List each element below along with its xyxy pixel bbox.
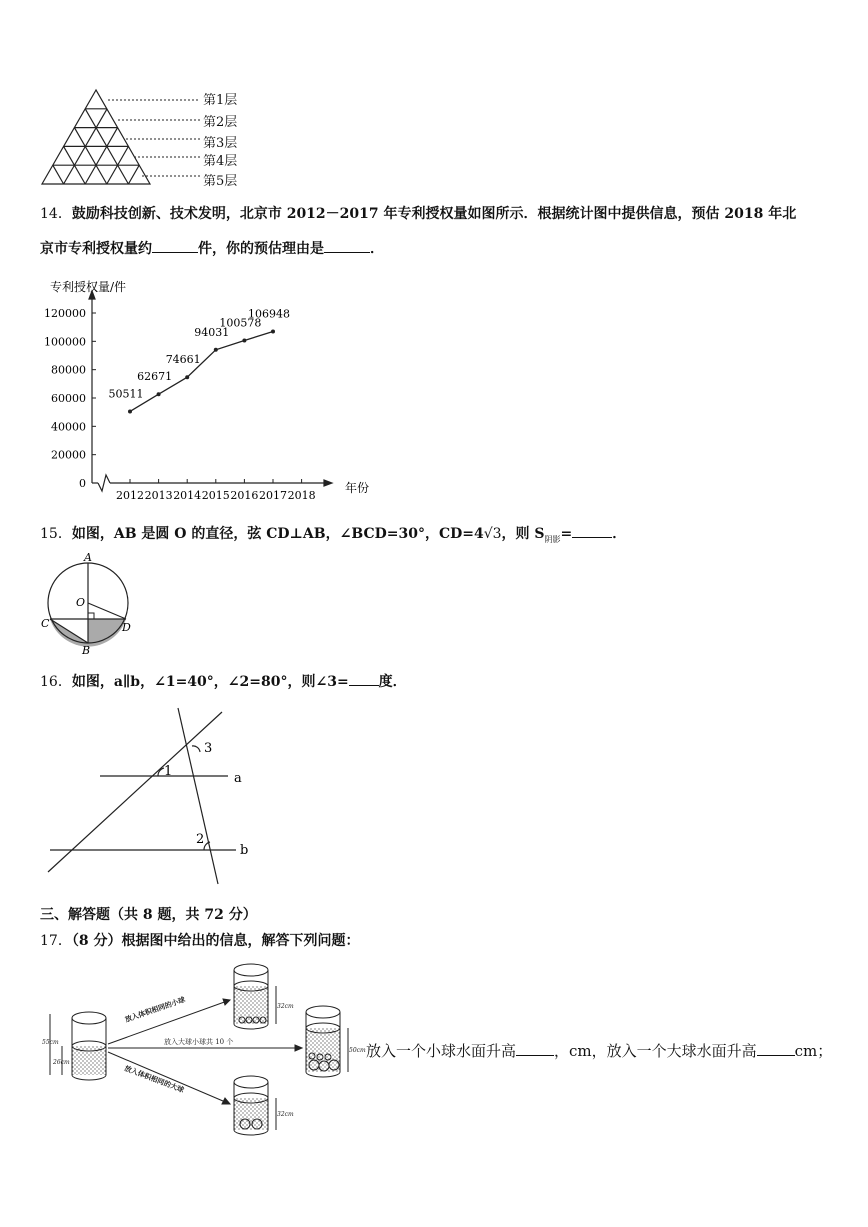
- chart-ytick-label: 20000: [51, 448, 86, 462]
- q15-text-b: ，则 S: [501, 526, 545, 542]
- q15-blank[interactable]: [572, 523, 612, 538]
- chart-point: [214, 348, 218, 352]
- q17-number: 17．: [40, 933, 72, 949]
- height-50: 50cm: [349, 1047, 366, 1054]
- q15-number: 15．: [40, 526, 72, 542]
- angle-2-label: 2: [196, 832, 205, 847]
- q17-blank-1[interactable]: [516, 1041, 554, 1056]
- section-3-title: 三、解答题（共 8 题，共 72 分）: [40, 907, 257, 923]
- q14-text-2c: ．: [370, 241, 384, 257]
- q16-text: [40, 671, 407, 692]
- q14-text-2b: 件，你的预估理由是: [198, 241, 324, 257]
- chart-data-label: 50511: [108, 387, 144, 401]
- q16-blank[interactable]: [349, 671, 379, 686]
- q15-text-a: 如图，AB 是圆 O 的直径，弦 CD⊥AB，∠BCD=30°，CD=4: [71, 526, 484, 542]
- chart-data-label: 74661: [165, 353, 201, 367]
- cylinders-figure: [40, 958, 366, 1138]
- q14-text-2a: 京市专利授权量约: [40, 241, 152, 257]
- label-A: A: [84, 551, 92, 564]
- arrow-label-small: 放入体积相同的小球: [123, 994, 187, 1024]
- label-D: D: [122, 621, 131, 634]
- label-B: B: [82, 644, 91, 657]
- chart-data-label: 62671: [137, 370, 173, 384]
- q15-text-d: ．: [612, 526, 627, 542]
- q14-number: 14．: [40, 206, 72, 222]
- q17-answer-c: cm；: [794, 1042, 833, 1060]
- q17-answer-b: ，cm，放入一个大球水面升高: [554, 1042, 757, 1060]
- chart-data-label: 100578: [219, 316, 262, 330]
- q17-answer-line: [366, 1041, 832, 1061]
- chart-xtick-label: 2013: [144, 489, 173, 502]
- chart-point: [157, 392, 161, 396]
- chart-point: [128, 409, 132, 413]
- q16-number: 16．: [40, 674, 72, 690]
- chart-ytick-label: 0: [79, 477, 86, 490]
- chart-point: [271, 329, 275, 333]
- chart-xtick-label: 2018: [287, 489, 316, 502]
- label-b: b: [240, 843, 249, 858]
- patent-line-chart: [40, 275, 370, 505]
- chart-ytick-label: 120000: [44, 307, 86, 320]
- angle-1-label: 1: [164, 764, 173, 779]
- chart-ytick-label: 80000: [51, 363, 86, 377]
- height-32-top: 32cm: [277, 1003, 294, 1010]
- layer-1-label: 第1层: [203, 93, 238, 108]
- arrow-label-mixed: 放入大球小球共 10 个: [164, 1038, 234, 1046]
- q14-blank-1[interactable]: [152, 238, 198, 253]
- layer-4-label: 第4层: [203, 154, 238, 169]
- q16-text-b: 度．: [378, 674, 407, 690]
- q15-text: [40, 523, 626, 550]
- chart-xtick-label: 2016: [230, 489, 259, 502]
- chart-point: [185, 375, 189, 379]
- q15-sqrt: √3: [483, 526, 502, 542]
- q14-blank-2[interactable]: [324, 238, 370, 253]
- q17-answer-a: 放入一个小球水面升高: [366, 1042, 517, 1060]
- chart-ylabel: 专利授权量/件: [50, 280, 127, 294]
- chart-ytick-label: 60000: [51, 392, 86, 405]
- chart-xlabel: 年份: [345, 481, 370, 495]
- layer-2-label: 第2层: [203, 115, 238, 130]
- chart-data-label: 106948: [248, 307, 290, 321]
- q17-text-body: （8 分）根据图中给出的信息，解答下列问题：: [71, 933, 360, 949]
- q15-text-c: =: [560, 526, 573, 542]
- angle-3-label: 3: [204, 741, 213, 756]
- circle-figure: [40, 553, 140, 658]
- chart-xtick-label: 2014: [173, 489, 202, 502]
- chart-point: [242, 339, 246, 343]
- chart-data-label: 94031: [194, 325, 230, 339]
- label-O: O: [76, 596, 86, 609]
- q14-line1: [40, 204, 796, 224]
- q17-text: [40, 931, 359, 951]
- height-55: 55cm: [42, 1039, 59, 1046]
- chart-xtick-label: 2012: [116, 489, 144, 502]
- chart-x-arrow: [324, 480, 332, 486]
- chart-xtick-label: 2015: [201, 489, 230, 502]
- chart-axis-break: [98, 475, 110, 491]
- height-32-bottom: 32cm: [277, 1111, 294, 1118]
- layer-5-label: 第5层: [203, 174, 238, 189]
- q16-text-a: 如图，a∥b，∠1=40°，∠2=80°，则∠3=: [71, 674, 349, 690]
- arrow-label-large: 放入体积相同的大球: [123, 1063, 186, 1095]
- parallel-lines-figure: [40, 702, 270, 888]
- q14-text-line1: 鼓励科技创新、技术发明，北京市 2012－2017 年专利授权量如图所示．根据统计图中提供信息，预估 2018 年北: [71, 206, 797, 222]
- chart-ytick-label: 100000: [44, 335, 86, 349]
- transversal-1: [48, 712, 222, 872]
- q17-blank-2[interactable]: [757, 1041, 795, 1056]
- q14-line2: [40, 238, 384, 259]
- height-26: 26cm: [53, 1059, 70, 1066]
- chart-xtick-label: 2017: [259, 489, 287, 502]
- label-a: a: [234, 771, 242, 786]
- label-C: C: [41, 617, 50, 630]
- layer-3-label: 第3层: [203, 136, 238, 151]
- chart-ytick-label: 40000: [51, 420, 86, 434]
- q15-sub: 阴影: [544, 534, 561, 544]
